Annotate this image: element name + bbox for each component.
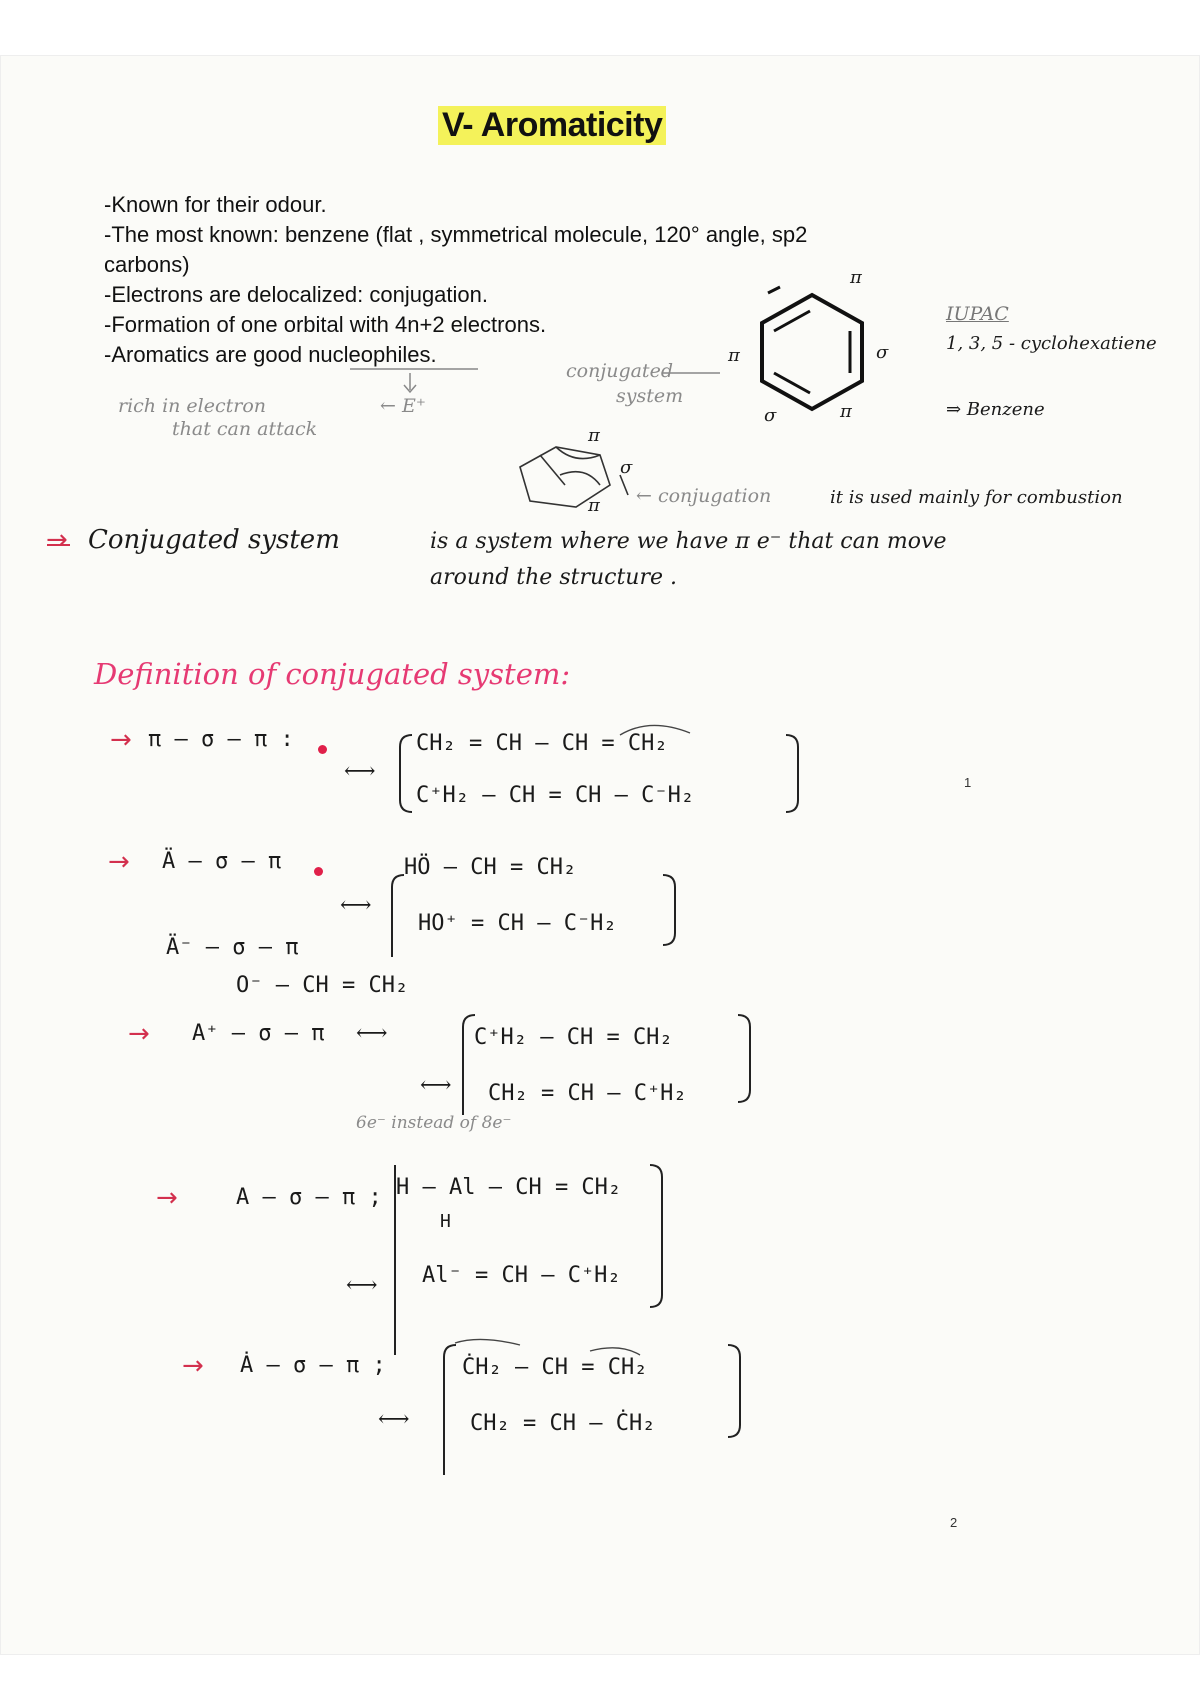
case1-resonance-arrow: ⟷ [344, 759, 376, 784]
note-combustion: it is used mainly for combustion [830, 487, 1123, 508]
case4-structure-1-hydrogen: H [440, 1211, 451, 1232]
case5-resonance-arrow: ⟷ [378, 1407, 410, 1432]
case2-anion-example: O⁻ — CH = CH₂ [236, 973, 409, 998]
case4-structure-1: H — Al — CH = CH₂ [396, 1175, 622, 1200]
case3-resonance-arrow-2: ⟷ [420, 1073, 452, 1098]
case1-arrow: → [110, 725, 132, 755]
case2-structure-1: HÖ — CH = CH₂ [404, 855, 577, 880]
bullet-orbital: -Formation of one orbital with 4n+2 electrons. [104, 312, 547, 337]
label-sigma-sketch: σ [620, 457, 633, 478]
case4-arrow: → [156, 1183, 178, 1213]
case5-structure-2: CH₂ = CH — ĊH₂ [470, 1411, 656, 1436]
case5-label: Ȧ — σ — π ; [240, 1353, 386, 1378]
label-sigma-right: σ [876, 342, 889, 363]
case2-resonance-arrow: ⟷ [340, 893, 372, 918]
note-iupac-name: 1, 3, 5 - cyclohexatiene [946, 333, 1157, 354]
case1-label: π — σ — π : [148, 727, 294, 752]
label-pi-top: π [850, 267, 862, 288]
bullet-benzene-cont: carbons) [104, 252, 190, 277]
case5-structure-1: ĊH₂ — CH = CH₂ [462, 1355, 648, 1380]
note-electrophile: ← E⁺ [380, 395, 426, 417]
page-title: V- Aromaticity [438, 106, 666, 145]
case5-arrow: → [182, 1351, 204, 1381]
case2-bullet-dot [314, 867, 323, 876]
conjugated-system-text-2: around the structure . [430, 565, 677, 590]
bullet-odour: -Known for their odour. [104, 192, 327, 217]
case3-structure-2: CH₂ = CH — C⁺H₂ [488, 1081, 687, 1106]
label-pi-bottom: π [840, 401, 852, 422]
page-mark-2: 2 [950, 1515, 958, 1530]
note-system: system [616, 385, 684, 407]
case3-resonance-arrow-1: ⟷ [356, 1021, 388, 1046]
label-pi-sketch-top: π [588, 425, 600, 446]
case1-structure-2: C⁺H₂ — CH = CH — C⁻H₂ [416, 783, 695, 808]
conjugated-system-text-1: is a system where we have π e⁻ that can move [430, 529, 947, 554]
case3-arrow: → [128, 1019, 150, 1049]
label-pi-sketch-bottom: π [588, 495, 600, 516]
note-that-can-attack: that can attack [172, 418, 318, 440]
case2-label: Ä — σ — π [162, 849, 282, 874]
definition-heading: Definition of conjugated system: [94, 657, 571, 691]
case3-structure-1: C⁺H₂ — CH = CH₂ [474, 1025, 673, 1050]
bullet-benzene: -The most known: benzene (flat , symmetrical molecule, 120° angle, sp2 [104, 222, 808, 247]
case2-arrow: → [108, 847, 130, 877]
case1-bullet-dot [318, 745, 327, 754]
ring-orbital-sketch [520, 447, 628, 507]
bullet-nucleophiles: -Aromatics are good nucleophiles. [104, 342, 437, 367]
case2-structure-2: HO⁺ = CH — C⁻H₂ [418, 911, 617, 936]
label-sigma-bottom: σ [764, 405, 777, 426]
case2-anion-label: Ä⁻ — σ — π [166, 935, 299, 960]
case4-label: A — σ — π ; [236, 1185, 382, 1210]
label-pi-left: π [728, 345, 740, 366]
case3-note: 6e⁻ instead of 8e⁻ [356, 1113, 512, 1133]
case1-structure-1: CH₂ = CH — CH = CH₂ [416, 731, 668, 756]
note-rich-electron: rich in electron [118, 395, 267, 417]
note-conjugation: ← conjugation [636, 485, 772, 507]
benzene-ring-diagram [762, 295, 862, 409]
note-iupac: IUPAC [946, 303, 1009, 325]
page-mark-1: 1 [964, 775, 972, 790]
note-benzene: ⇒ Benzene [946, 399, 1045, 420]
case3-label: A⁺ — σ — π [192, 1021, 325, 1046]
conjugated-system-label: Conjugated system [88, 525, 340, 555]
notebook-page [0, 55, 1200, 1655]
case4-structure-2: Al⁻ = CH — C⁺H₂ [422, 1263, 621, 1288]
case4-resonance-arrow: ⟷ [346, 1273, 378, 1298]
note-conjugated: conjugated [566, 360, 673, 382]
bullet-delocalized: -Electrons are delocalized: conjugation. [104, 282, 489, 307]
pink-arrow-marker: → [46, 525, 68, 555]
